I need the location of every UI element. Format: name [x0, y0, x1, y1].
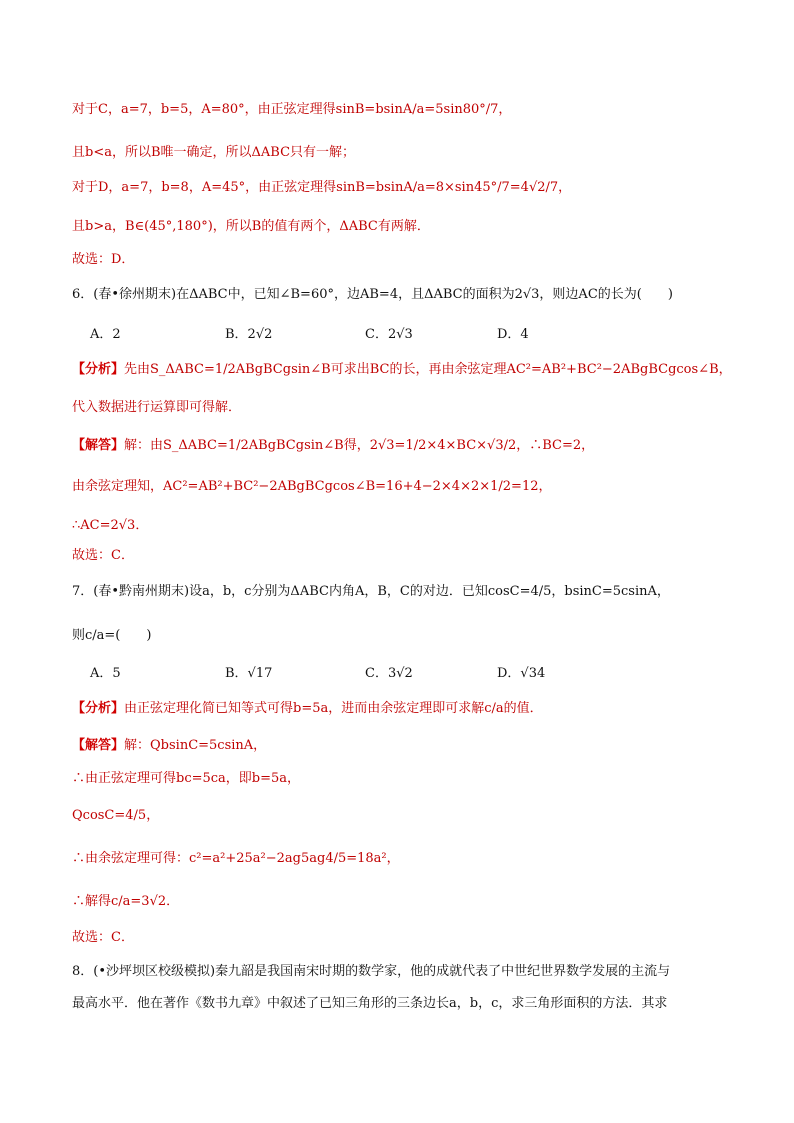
- q7-stem-1: 7．(春•黔南州期末)设a，b，c分别为ΔABC内角A，B，C的对边．已知cosC=4/5，bsinC=5csinA，: [72, 584, 670, 599]
- q6-answer: 故选：C．: [72, 548, 134, 563]
- q7-option-d: D．√34: [497, 666, 546, 681]
- answer-q5: 故选：D．: [72, 252, 135, 267]
- q6-solution-2: 由余弦定理知，AC²=AB²+BC²−2ABgBCgcos∠B=16+4−2×4×2×1/2=12，: [72, 479, 552, 494]
- solution-tag: 【解答】: [72, 438, 125, 453]
- q6-option-a: A．2: [90, 327, 121, 342]
- q8-line-2: 最高水平．他在著作《数书九章》中叙述了已知三角形的三条边长a，b，c，求三角形面积的方法．其求: [72, 996, 668, 1011]
- q6-stem: 6．(春•徐州期末)在ΔABC中，已知∠B=60°，边AB=4，且ΔABC的面积为2√3，则边AC的长为( ): [72, 287, 673, 302]
- q6-analysis: [72, 360, 732, 380]
- q6-solution: [72, 436, 594, 456]
- analysis-tag: 【分析】: [72, 362, 125, 377]
- solution-c-unique-line: 且b<a，所以B唯一确定，所以ΔABC只有一解；: [72, 145, 356, 160]
- q7-option-c: C．3√2: [365, 666, 413, 681]
- solution-tag: 【解答】: [72, 738, 125, 753]
- q6-analysis-2: 代入数据进行运算即可得解．: [72, 400, 242, 415]
- q7-solution: [72, 736, 266, 756]
- q7-option-b: B．√17: [225, 666, 273, 681]
- solution-text: 解：QbsinC=5csinA，: [124, 738, 267, 753]
- q8-line-1: 8．(•沙坪坝区校级模拟)秦九韶是我国南宋时期的数学家，他的成就代表了中世纪世界数学发展的主流与: [72, 964, 671, 979]
- q6-option-c: C．2√3: [365, 327, 413, 342]
- solution-text: 解：由S_ΔABC=1/2ABgBCgsin∠B得，2√3=1/2×4×BC×√3/2，∴BC=2，: [124, 438, 595, 453]
- analysis-tag: 【分析】: [72, 701, 125, 716]
- q7-analysis: [72, 699, 543, 719]
- q6-option-b: B．2√2: [225, 327, 273, 342]
- q7-solution-2: ∴由正弦定理可得bc=5ca，即b=5a，: [72, 771, 301, 786]
- solution-c-line: 对于C，a=7，b=5，A=80°，由正弦定理得sinB=bsinA/a=5sin80°/7，: [72, 102, 512, 117]
- q6-solution-3: ∴AC=2√3．: [72, 518, 149, 533]
- q6-option-d: D．4: [497, 327, 529, 342]
- q7-solution-3: QcosC=4/5，: [72, 808, 160, 823]
- analysis-text: 先由S_ΔABC=1/2ABgBCgsin∠B可求出BC的长，再由余弦定理AC²=AB²+BC²−2ABgBCgcos∠B，: [124, 362, 732, 377]
- solution-d-two-line: 且b>a，B∈(45°,180°)，所以B的值有两个，ΔABC有两解．: [72, 219, 430, 234]
- analysis-text: 由正弦定理化简已知等式可得b=5a，进而由余弦定理即可求解c/a的值．: [124, 701, 543, 716]
- q7-stem-2: 则c/a=( ): [72, 628, 152, 643]
- solution-d-line: 对于D，a=7，b=8，A=45°，由正弦定理得sinB=bsinA/a=8×sin45°/7=4√2/7，: [72, 180, 572, 195]
- q7-option-a: A．5: [90, 666, 121, 681]
- q7-solution-5: ∴解得c/a=3√2．: [72, 894, 180, 909]
- q7-answer: 故选：C．: [72, 930, 134, 945]
- q7-solution-4: ∴由余弦定理可得：c²=a²+25a²−2ag5ag4/5=18a²，: [72, 851, 400, 866]
